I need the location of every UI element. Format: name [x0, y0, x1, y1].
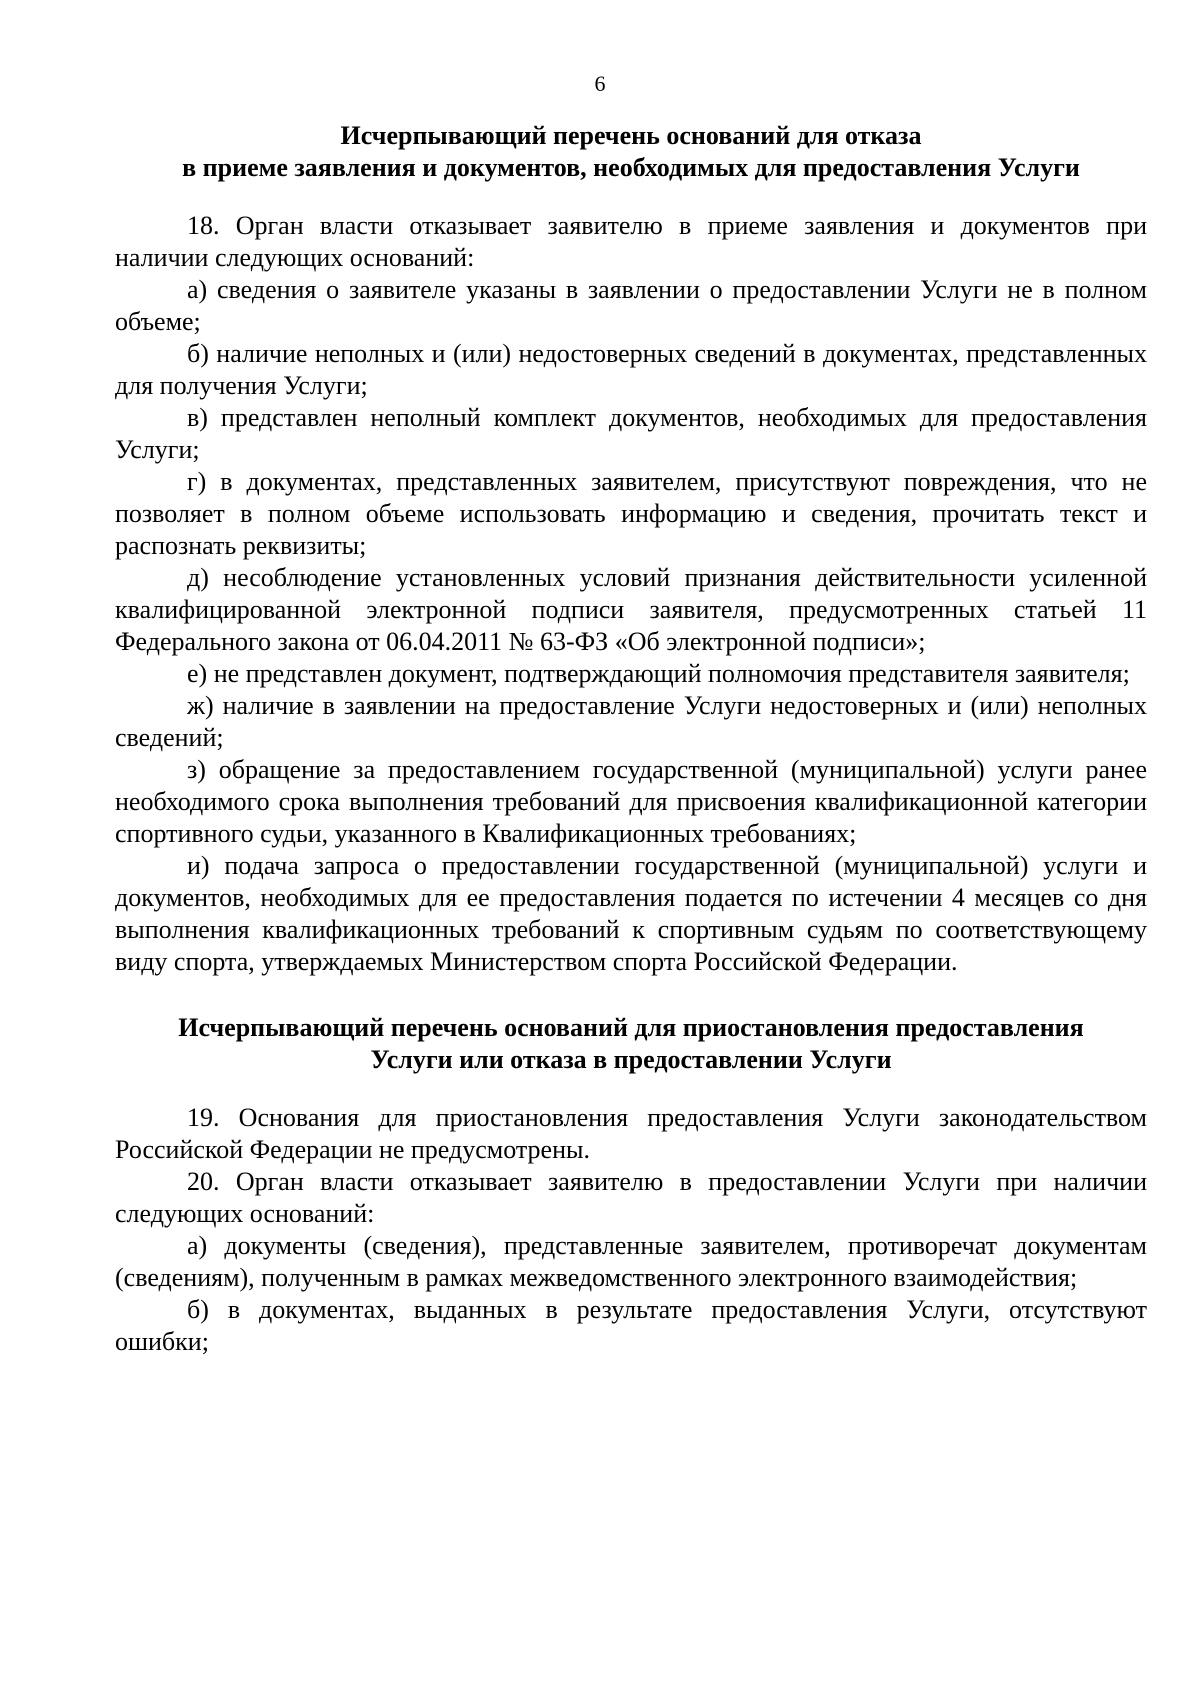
heading-line: в приеме заявления и документов, необходимых для предоставления Услуги [182, 153, 1080, 182]
paragraph-18: 18. Орган власти отказывает заявителю в приеме заявления и документов при наличии следующих оснований: [115, 211, 1147, 272]
heading-line: Исчерпывающий перечень оснований для приостановления предоставления [178, 1013, 1084, 1042]
list-item-e: е) не представлен документ, подтверждающий полномочия представителя заявителя; [187, 659, 1130, 688]
list-item-a: а) документы (сведения), представленные заявителем, противоречат документам (сведениям), полученным в рамках межведомственного электронного взаимодействия; [115, 1231, 1147, 1292]
heading-line: Исчерпывающий перечень оснований для отказа [340, 121, 922, 150]
page-content [115, 120, 1147, 1358]
list-item-b: б) в документах, выданных в результате предоставления Услуги, отсутствуют ошибки; [115, 1295, 1147, 1356]
list-item-a: а) сведения о заявителе указаны в заявлении о предоставлении Услуги не в полном объеме; [115, 275, 1147, 336]
section-heading-refusal-acceptance [115, 120, 1147, 184]
list-item-z: з) обращение за предоставлением государственной (муниципальной) услуги ранее необходимого срока выполнения требований для присвоения квалификационной категории спортивного судьи, указанного в Квалификационных требованиях; [115, 755, 1147, 848]
list-item-zh: ж) наличие в заявлении на предоставление Услуги недостоверных и (или) неполных сведений; [115, 691, 1147, 752]
list-item-b: б) наличие неполных и (или) недостоверных сведений в документах, представленных для получения Услуги; [115, 339, 1147, 400]
list-item-i: и) подача запроса о предоставлении государственной (муниципальной) услуги и документов, необходимых для ее предоставления подается по истечении 4 месяцев со дня выполнения квалификационных требований к спортивным судьям по соответствующему виду спорта, утверждаемых Министерством спорта Российской Федерации. [115, 851, 1147, 976]
page-number: 6 [594, 71, 606, 96]
list-item-g: г) в документах, представленных заявителем, присутствуют повреждения, что не позволяет в полном объеме использовать информацию и сведения, прочитать текст и распознать реквизиты; [115, 467, 1147, 560]
paragraph-19: 19. Основания для приостановления предоставления Услуги законодательством Российской Федерации не предусмотрены. [115, 1103, 1147, 1164]
list-item-v: в) представлен неполный комплект документов, необходимых для предоставления Услуги; [115, 403, 1147, 464]
paragraph-20: 20. Орган власти отказывает заявителю в предоставлении Услуги при наличии следующих оснований: [115, 1167, 1147, 1228]
section-heading-suspension-refusal [115, 1012, 1147, 1076]
heading-line: Услуги или отказа в предоставлении Услуги [370, 1045, 892, 1074]
list-item-d: д) несоблюдение установленных условий признания действительности усиленной квалифицированной электронной подписи заявителя, предусмотренных статьей 11 Федерального закона от 06.04.2011 № 63-ФЗ «Об электронной подписи»; [115, 563, 1147, 656]
